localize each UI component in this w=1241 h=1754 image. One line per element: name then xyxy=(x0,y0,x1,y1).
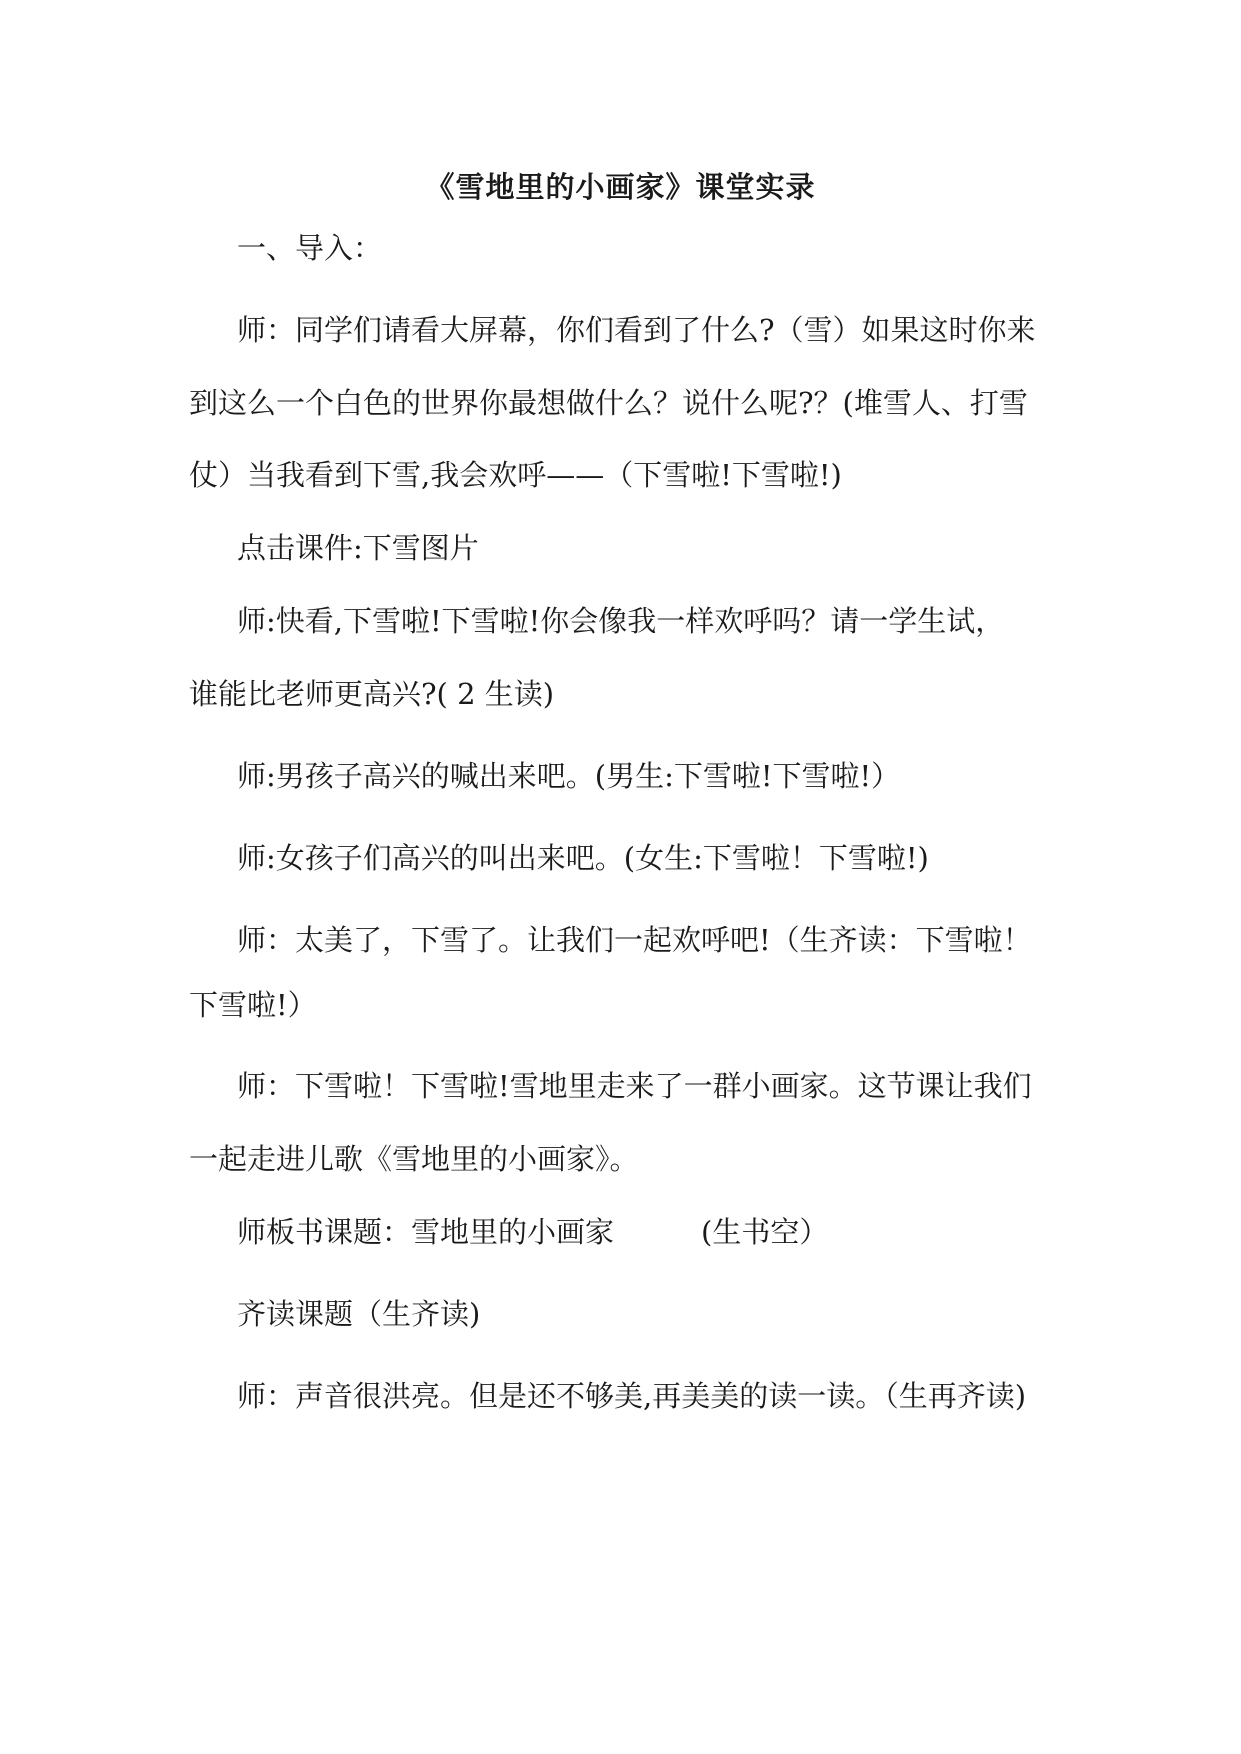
paragraph-line: 师：太美了，下雪了。让我们一起欢呼吧!（生齐读：下雪啦！ xyxy=(237,923,1032,957)
paragraph-line: 师板书课题：雪地里的小画家 (生书空） xyxy=(237,1215,829,1249)
paragraph-line: 到这么一个白色的世界你最想做什么？说什么呢?？(堆雪人、打雪 xyxy=(189,386,1028,420)
paragraph-line: 一起走进儿歌《雪地里的小画家》。 xyxy=(189,1142,639,1176)
paragraph-line: 师:女孩子们高兴的叫出来吧。(女生:下雪啦！下雪啦!) xyxy=(237,841,929,875)
paragraph-line: 下雪啦!） xyxy=(189,988,317,1022)
paragraph-line: 谁能比老师更高兴?( 2 生读) xyxy=(189,677,555,711)
paragraph-line: 师：同学们请看大屏幕，你们看到了什么?（雪）如果这时你来 xyxy=(237,313,1036,347)
paragraph-line: 点击课件:下雪图片 xyxy=(237,531,479,565)
paragraph-line: 齐读课题（生齐读) xyxy=(237,1297,481,1331)
paragraph-line: 师:快看,下雪啦!下雪啦!你会像我一样欢呼吗？请一学生试， xyxy=(237,604,1005,638)
document-title: 《雪地里的小画家》课堂实录 xyxy=(425,170,816,204)
paragraph-line: 仗）当我看到下雪,我会欢呼——（下雪啦!下雪啦!) xyxy=(189,458,842,492)
paragraph-line: 师：声音很洪亮。但是还不够美,再美美的读一读。（生再齐读) xyxy=(237,1379,1027,1413)
section-heading-intro: 一、导入： xyxy=(237,231,383,265)
paragraph-line: 师:男孩子高兴的喊出来吧。(男生:下雪啦!下雪啦!） xyxy=(237,759,901,793)
paragraph-line: 师：下雪啦！下雪啦!雪地里走来了一群小画家。这节课让我们 xyxy=(237,1069,1032,1103)
